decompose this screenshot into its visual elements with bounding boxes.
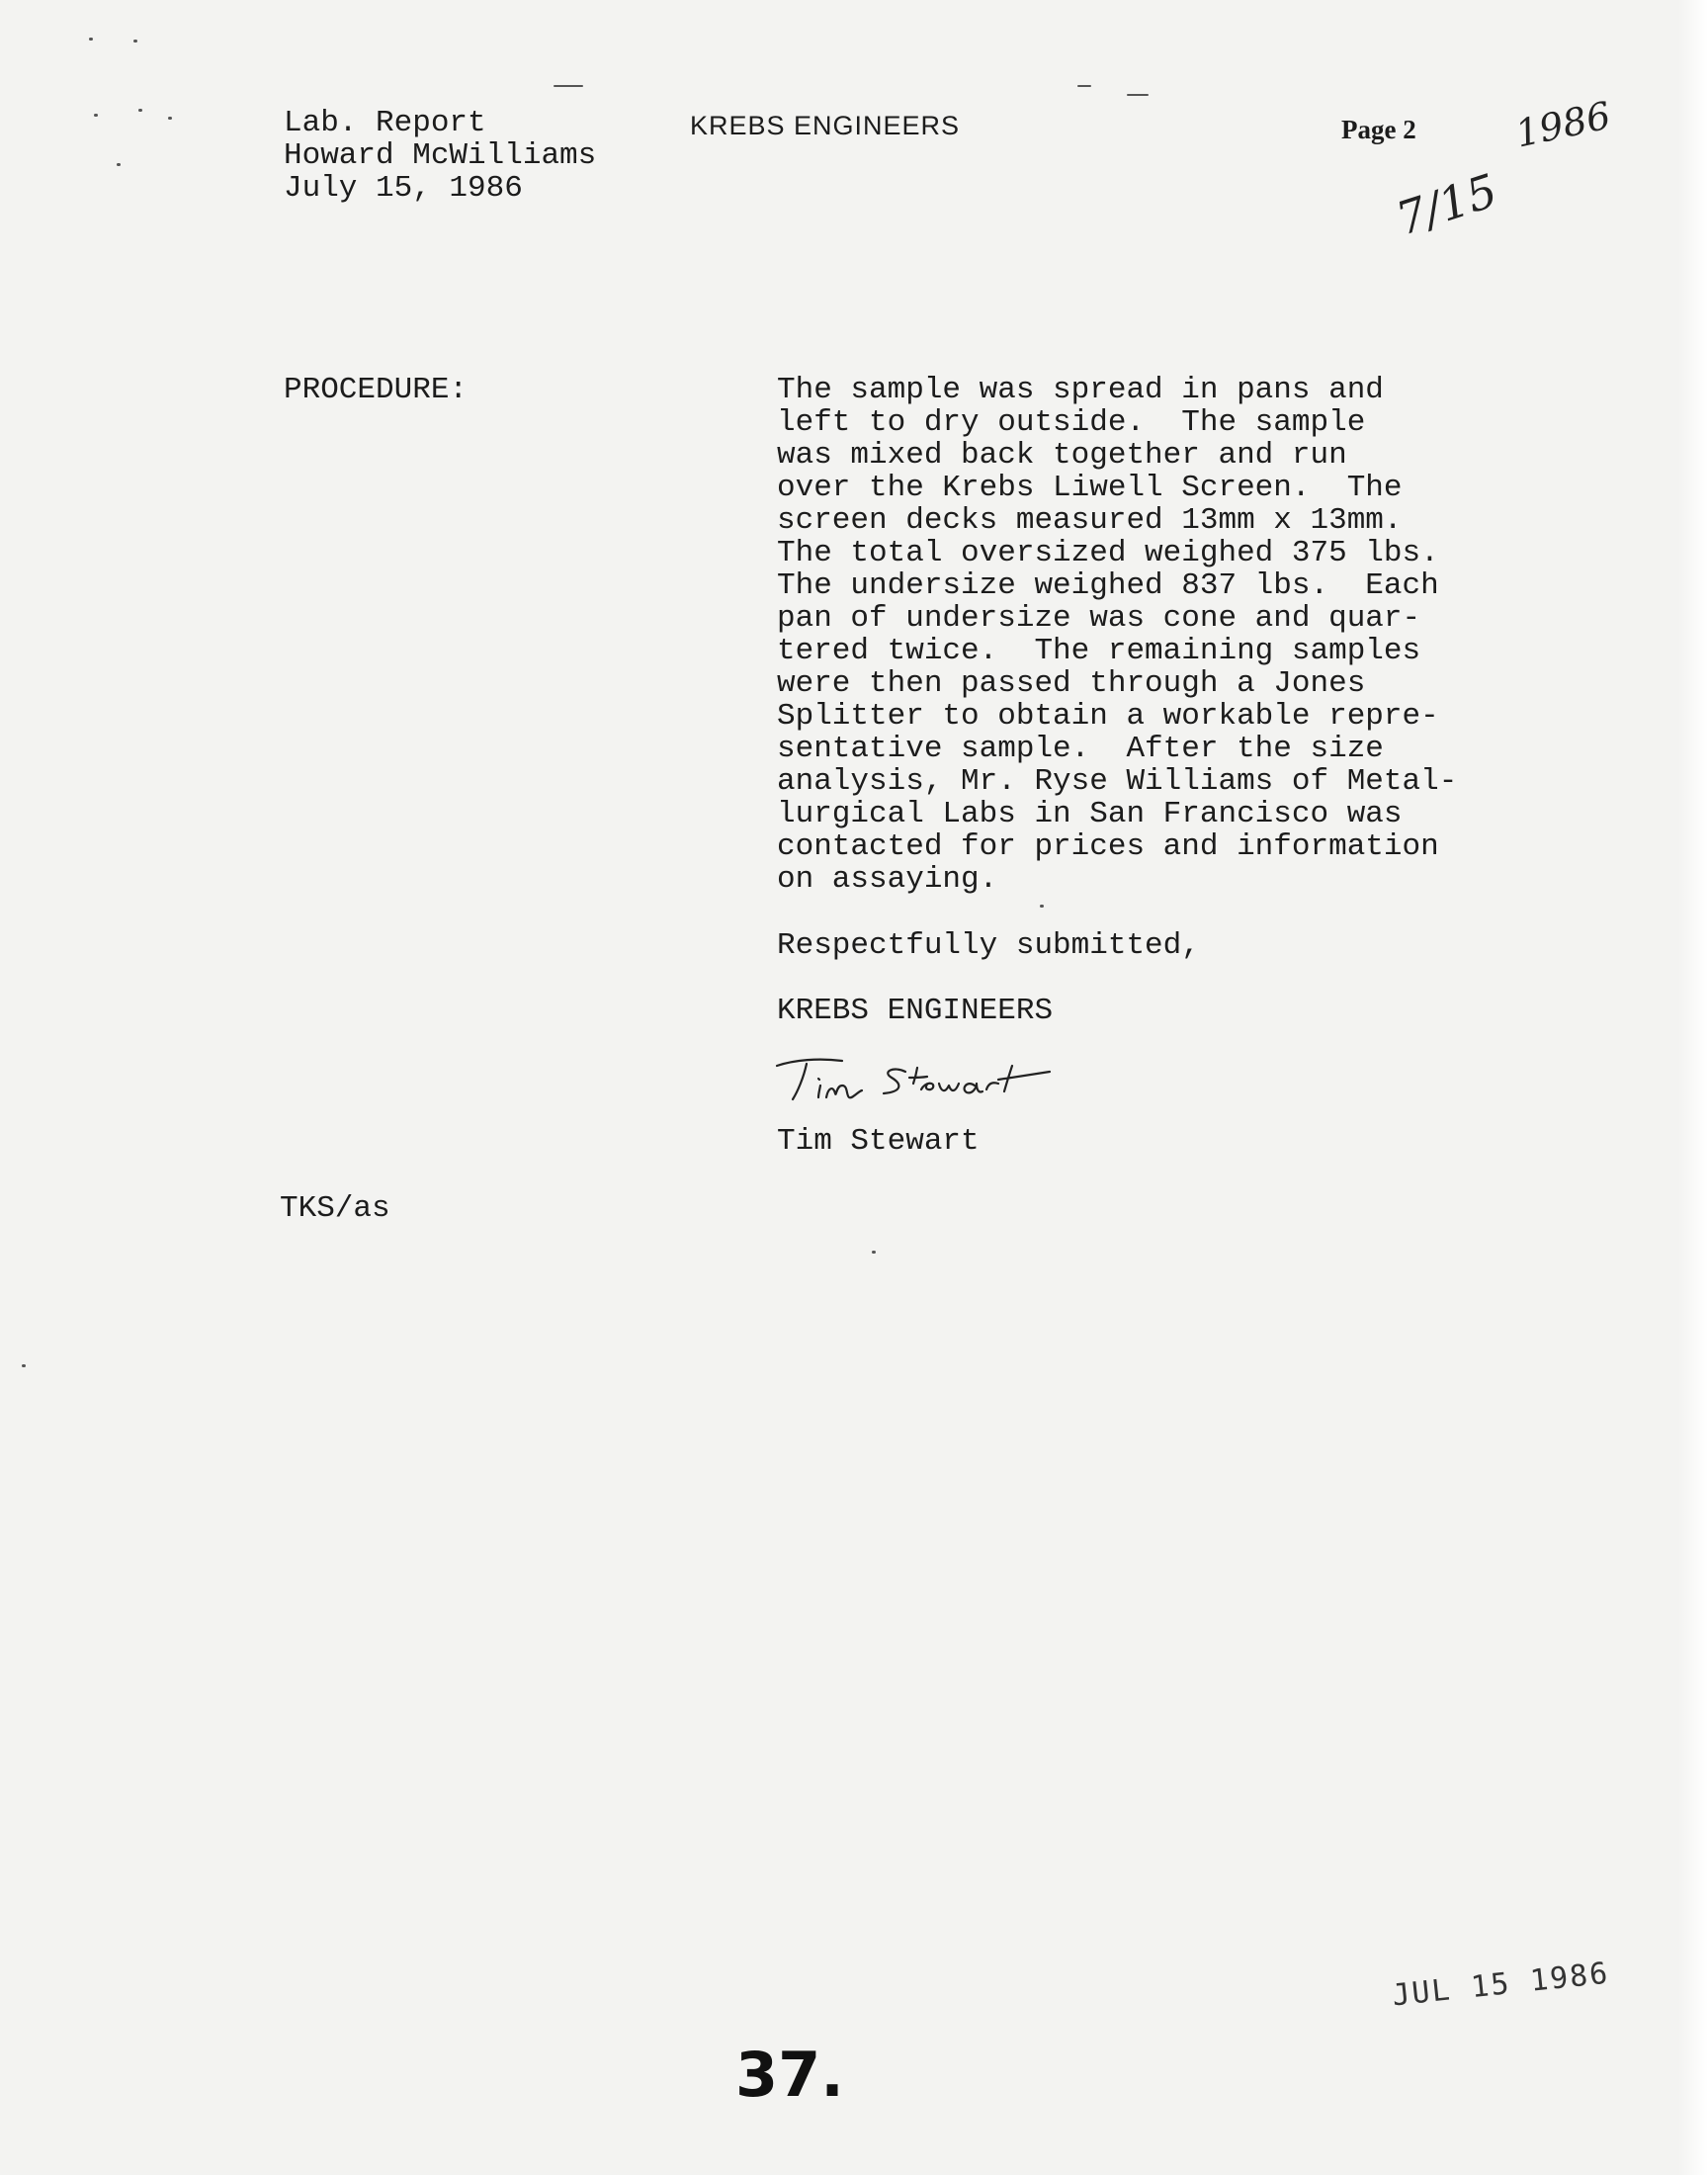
- procedure-line: tered twice. The remaining samples: [777, 634, 1421, 668]
- scan-speck: [94, 114, 98, 117]
- procedure-line: analysis, Mr. Ryse Williams of Metal-: [777, 764, 1458, 799]
- scan-speck: [117, 163, 121, 166]
- scan-speck: [1040, 905, 1044, 908]
- procedure-line: screen decks measured 13mm x 13mm.: [777, 503, 1403, 538]
- handwritten-signature: [771, 1048, 1058, 1117]
- procedure-line: on assaying.: [777, 862, 998, 897]
- procedure-line: The sample was spread in pans and: [777, 373, 1384, 407]
- scan-speck: [22, 1364, 26, 1367]
- procedure-line: The total oversized weighed 375 lbs.: [777, 536, 1439, 570]
- procedure-label: PROCEDURE:: [284, 373, 469, 407]
- procedure-line: over the Krebs Liwell Screen. The: [777, 471, 1403, 505]
- scan-speck: [872, 1251, 876, 1254]
- report-date: July 15, 1986: [284, 171, 523, 206]
- procedure-body: [777, 374, 1528, 896]
- handwritten-date: 7/15: [1390, 163, 1504, 246]
- report-header: [284, 107, 596, 205]
- procedure-line: The undersize weighed 837 lbs. Each: [777, 568, 1439, 603]
- date-stamp: JUL 15 1986: [1390, 1956, 1611, 2014]
- closing-salutation: Respectfully submitted,: [777, 928, 1200, 963]
- company-header: KREBS ENGINEERS: [690, 111, 961, 140]
- scan-speck: [1077, 85, 1091, 87]
- procedure-line: lurgical Labs in San Francisco was: [777, 797, 1403, 831]
- procedure-line: Splitter to obtain a workable repre-: [777, 699, 1439, 734]
- page-mark: 37.: [735, 2039, 844, 2111]
- procedure-line: contacted for prices and information: [777, 829, 1439, 864]
- scan-speck: [133, 40, 137, 43]
- scan-speck: [554, 85, 583, 87]
- scan-speck: [138, 109, 142, 112]
- signature-company: KREBS ENGINEERS: [777, 994, 1054, 1028]
- scan-speck: [168, 117, 172, 120]
- typist-initials: TKS/as: [280, 1191, 390, 1226]
- report-type: Lab. Report: [284, 106, 486, 140]
- procedure-line: pan of undersize was cone and quar-: [777, 601, 1421, 636]
- procedure-line: was mixed back together and run: [777, 438, 1347, 473]
- scan-speck: [1127, 94, 1149, 96]
- procedure-line: left to dry outside. The sample: [777, 405, 1366, 440]
- procedure-line: sentative sample. After the size: [777, 732, 1384, 766]
- handwritten-year: 1986: [1511, 93, 1615, 156]
- signer-name: Tim Stewart: [777, 1124, 980, 1159]
- scan-speck: [89, 38, 93, 41]
- page-number: Page 2: [1341, 115, 1416, 144]
- report-recipient: Howard McWilliams: [284, 138, 597, 173]
- procedure-line: were then passed through a Jones: [777, 666, 1366, 701]
